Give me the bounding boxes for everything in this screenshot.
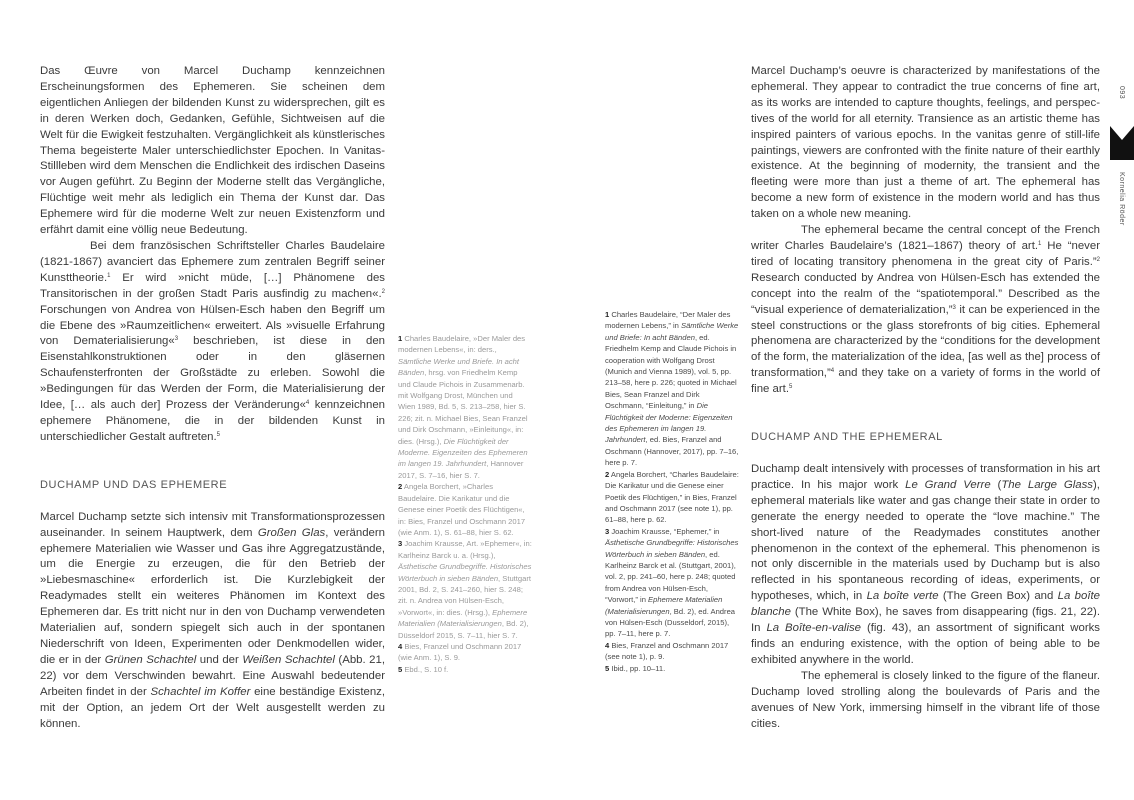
text-run: (The Green Box) and: [938, 590, 1058, 603]
italic-title: Schachtel im Koffer: [150, 685, 251, 698]
text-run: , Hannover 2017, S. 7–16, hier S. 7.: [398, 459, 524, 480]
right-section-text: [751, 462, 1100, 732]
footnote: [605, 663, 739, 674]
text-run: Das Œuvre von Marcel Duchamp kennzeichnen Erscheinungsformen des Ephemeren. Sie scheinen dem eigentlichen Anliegen der bildenden Kunst zu widersprechen, gilt es in deren Werken doch, Gedanken, Gefühle, Sichtweisen auf die Welt für die Ewigkeit festzuhalten. Vergänglichkeit als künstlerisches Thema begeisterte Maler unterschiedlichster Epochen. In Vanitas-Stillleben wird dem Menschen die Endlichkeit des irdischen Daseins vor Augen geführt. Zu Beginn der Moderne stellt das Vergängliche, Flüchtige weit mehr als lediglich ein Thema der Kunst dar. Das Ephemere wird für die moderne Welt zur neuen Existenzform und erfährt damit eine völlig neue Bedeutung.: [40, 65, 385, 237]
italic-title: Grünen Schachtel: [104, 653, 197, 666]
text-run: it can be experienced in the steel constructions or the glass storefronts of big cities. Ephemeral phenomena are characterized by the “conditions for the development of the form, the materialization of the idea, [as well as the] process of transformation,”: [751, 303, 1100, 380]
text-run: (Abb. 21, 22) vor dem Verschwinden bewahrt. Eine Auswahl bedeutender Arbeiten findet in der: [40, 653, 386, 698]
footnote-number: 1: [398, 334, 403, 343]
italic-title: La boîte verte: [866, 590, 939, 603]
text-run: eine beständige Existenz, mit der Option, an jedem Ort der Welt ausgestellt werden zu können.: [40, 685, 386, 730]
text-run: He “never tired of locating transitory phenomena in the great city of Paris.”: [751, 239, 1100, 268]
left-section-heading: DUCHAMP UND DAS EPHEMERE: [40, 478, 228, 491]
text-run: ), ephemeral materials like water and gas change their state in order to generate the energy needed to operate the “love machine.” The short-lived nature of the Readymades constitutes another phenomenon in the context of the ephemeral. This phenomenon is not only discernible in the materials used by Duchamp but is also reflected in his spontaneous recording of ideas, experiments, or hypotheses, which, in: [751, 478, 1100, 603]
footnote-number: 2: [605, 469, 610, 479]
footnote: [605, 640, 739, 663]
italic-title: Le Grand Verre: [905, 478, 991, 491]
paragraph: [751, 64, 1100, 223]
text-run: Joachim Krausse, Art. »Ephemer«, in: Karlheinz Barck u. a. (Hrsg.),: [398, 539, 532, 560]
text-run: Bies, Franzel and Oschmann 2017 (see note 1), p. 9.: [605, 640, 729, 662]
italic-title: Die Flüchtigkeit der Moderne. Eigenzeiten des Ephemeren im langen 19. Jahrhundert: [398, 436, 528, 469]
text-run: Ebd., S. 10 f.: [402, 664, 449, 674]
italic-title: La boîte blanche: [751, 590, 1100, 619]
page-number: 093: [1118, 86, 1125, 100]
paragraph: [751, 462, 1100, 669]
text-run: (: [990, 478, 1002, 491]
text-run: Bei dem französischen Schriftsteller Charles Baudelaire (1821-1867) avanciert das Ephemere zum zentralen Begriff seiner Kunsttheorie.: [40, 239, 385, 284]
footnote: [398, 664, 532, 675]
text-run: , ed. Friedhelm Kemp and Claude Pichois in cooperation with Wolfgang Drost (Munich and Vienna 1989), vol. 5, pp. 213–58, here p. 226; quoted in Michael Bies, Sean Franzel and Dirk Oschmann, “Einleitung,” in: [605, 332, 737, 411]
italic-title: The Large Glass: [1001, 478, 1094, 491]
text-run: Angela Borchert, “Charles Baudelaire: Die Karikatur und die Genese einer Poetik des Flüchtigen,” in Bies, Franzel and Oschmann 2017 (see note 1), pp. 61–88, here p. 62.: [605, 469, 739, 525]
footnote-number: 3: [398, 539, 403, 549]
text-run: Ibid., pp. 10–11.: [609, 663, 666, 673]
text-run: beschrieben, ist diese in den Eisenstahlkonstruktionen oder in den gläsernen Schaufensterfronten der Großstädte zu erleben. Sowohl die »Bedingungen für das Werden der Form, die Materialisierung der Idee, [… als auch der] Prozess der Veränderung«: [40, 335, 386, 412]
right-section-heading: DUCHAMP AND THE EPHEMERAL: [751, 431, 943, 444]
text-run: , ed. Bies, Franzel and Oschmann (Hannover, 2017), pp. 7–16, here p. 7.: [605, 435, 739, 468]
footnote-ref: 2: [381, 288, 385, 295]
text-run: Charles Baudelaire, »Der Maler des modernen Lebens«, in: ders.,: [398, 334, 526, 355]
italic-title: Weißen Schachtel: [242, 653, 335, 666]
text-run: Angela Borchert, »Charles Baudelaire. Die Karikatur und die Genese einer Poetik des Flüchtigen«, in: Bies, Franzel und Oschmann 2017 (wie Anm. 1), S. 61–88, hier S. 62.: [398, 482, 526, 537]
footnote-ref: 2: [1096, 256, 1100, 263]
left-text-column: [40, 64, 385, 732]
text-run: The ephemeral became the central concept of the French writer Charles Baudelaire’s (1821–1867) theory of art.: [751, 224, 1100, 252]
footnote-number: 4: [398, 641, 403, 651]
footnote-ref: 5: [216, 431, 220, 438]
text-run: (The White Box), he saves from disappearing (figs. 21, 22). In: [751, 606, 1100, 635]
text-run: , hrsg. von Friedhelm Kemp und Claude Pichois in Zusammenarb. mit Wolfgang Drost, München und Wien 1989, Bd. 5, S. 213–258, hier S. 226; zit. n. Michael Bies, Sean Franzel und Dirk Oschmann, »Einleitung«, in: dies. (Hrsg.),: [398, 368, 528, 446]
publisher-logo-icon: [1110, 126, 1134, 160]
text-run: Marcel Duchamp setzte sich intensiv mit Transformationsprozessen auseinander. In seinem Hauptwerk, dem: [40, 510, 385, 539]
footnote-number: 5: [605, 663, 610, 673]
footnote: [398, 481, 532, 538]
footnote-ref: 5: [789, 384, 793, 391]
footnote-number: 2: [398, 482, 403, 492]
footnote-ref: 1: [107, 272, 111, 279]
text-run: , Bd. 2), ed. Andrea von Hülsen-Esch (Dusseldorf, 2015), pp. 7–11, here p. 7.: [605, 606, 736, 639]
footnote-ref: 4: [305, 400, 310, 407]
footnote-ref: 3: [174, 336, 179, 343]
text-run: Er wird »nicht müde, […] Phänomene des Transitorischen in der großen Stadt Paris ausfindig zu machen«.: [40, 271, 385, 300]
text-run: and they take on a variety of forms in the world of fine art.: [751, 367, 1100, 396]
italic-title: Ephemere Materialien (Materialisierungen: [398, 607, 528, 629]
text-run: Charles Baudelaire, “Der Maler des modernen Lebens,” in: [605, 310, 731, 331]
footnote-ref: 3: [952, 304, 956, 311]
left-footnotes: [398, 333, 532, 675]
text-run: (fig. 43), an assortment of significant works finds an enduring existence, with the option of being able to be exhibited anywhere in the world.: [751, 622, 1101, 666]
italic-title: Sämtliche Werke und Briefe: In acht Bänden: [605, 321, 739, 342]
footnote-ref: 4: [830, 368, 835, 375]
text-run: Forschungen von Andrea von Hülsen-Esch haben den Begriff um die Ebene des »Raumzeitlichen« erweitert. Als »visuelle Erfahrung von Dematerialisierung«: [40, 303, 385, 348]
right-body-text: [751, 64, 1100, 398]
italic-title: Ephemere Materialien (Materialisierungen: [605, 595, 723, 616]
footnote-number: 4: [605, 640, 610, 650]
footnote-number: 1: [605, 310, 610, 319]
paragraph: [40, 510, 385, 733]
italic-title: La Boîte-en-valise: [766, 622, 862, 635]
footnote: [605, 469, 739, 526]
text-run: , Bd. 2), Düsseldorf 2015, S. 7–11, hier S. 7.: [398, 619, 529, 640]
footnote-number: 5: [398, 664, 403, 674]
italic-title: Die Flüchtigkeit der Moderne: Eigenzeiten des Ephemeren im langen 19. Jahrhundert: [605, 401, 733, 445]
footnote: [605, 309, 739, 469]
footnote: [398, 333, 532, 481]
text-run: The ephemeral is closely linked to the figure of the flaneur. Duchamp loved strolling along the boulevards of Paris and the avenues of New York, immersing himself in the vibrant life of those cities.: [751, 669, 1100, 730]
footnote: [605, 526, 739, 640]
text-run: Bies, Franzel und Oschmann 2017 (wie Anm. 1), S. 9.: [398, 641, 522, 663]
text-run: , verändern ephemere Materialien wie Wasser und Gas ihre Aggregatzustände, um die Energie zu erzeugen, die für den Betrieb der »Liebesmaschine« erforderlich ist. Die Kurzlebigkeit der Readymades stellt ein weiteres Phänomen im Kontext des Ephemeren dar. Es tritt nicht nur in den von Duchamp verwendeten Materialien auf, sondern spiegelt sich auch in der spontanen Niederschrift von Ideen, Experimenten oder Denkmodellen wider, die er in der: [40, 526, 386, 666]
text-run: und der: [196, 653, 243, 666]
text-run: Duchamp dealt intensively with processes of transformation in his art practice. In his major work: [751, 463, 1100, 491]
text-run: , Stuttgart 2001, Bd. 2, S. 241–260, hier S. 248; zit. n. Andrea von Hülsen-Esch, »Vorwort«, in: dies. (Hrsg.),: [398, 573, 531, 617]
paragraph: [40, 64, 385, 239]
paragraph: [751, 223, 1100, 398]
text-run: kennzeichnen ephemere Phänomene, die in der bildenden Kunst in unterschiedlicher Gestalt auftreten.: [40, 399, 385, 443]
text-run: , ed. Karlheinz Barck et al. (Stuttgart, 2001), vol. 2, pp. 241–60, here p. 248; quoted from Andrea von Hülsen-Esch, “Vorwort,” in: [605, 549, 736, 605]
text-run: Marcel Duchamp’s oeuvre is characterized by manifestations of the ephemeral. They appear to contradict the true concerns of fine art, as its works are intended to capture thoughts, feelings, and perspectives of the world for all eternity. Transience as an artistic theme has inspired painters of various epochs. In the vanitas genre of still-life paintings, viewers are confronted with the finite nature of their earthly existence. At the beginning of modernity, the transient and the fleeting were more than just a theme of art. The ephemeral has become a new form of existence in the modern world and has thus taken on a whole new meaning.: [751, 65, 1100, 221]
footnote: [398, 641, 532, 664]
author-name: Kornelia Röder: [1118, 172, 1125, 226]
footnote-number: 3: [605, 526, 610, 536]
left-section-text: [40, 510, 385, 733]
footnote: [398, 538, 532, 641]
paragraph: [40, 239, 385, 446]
text-run: Joachim Krausse, “Ephemer,” in: [609, 526, 720, 536]
italic-title: Ästhetische Grundbegriffe: Historisches Wörterbuch in sieben Bänden: [605, 538, 739, 559]
footnote-ref: 1: [1038, 240, 1042, 247]
paragraph: [751, 669, 1100, 733]
left-body-text: [40, 64, 385, 446]
italic-title: Großen Glas: [257, 526, 326, 539]
text-run: Research conducted by Andrea von Hülsen-Esch has extended the concept into the realm of the “spatiotemporal.” Described as the “visual experience of dematerialization,”: [751, 271, 1100, 316]
italic-title: Sämtliche Werke und Briefe. In acht Bänden: [398, 356, 519, 378]
right-footnotes: [605, 309, 739, 674]
right-text-column: [751, 64, 1100, 732]
italic-title: Ästhetische Grundbegriffe. Historisches Wörterbuch in sieben Bänden: [398, 562, 532, 583]
